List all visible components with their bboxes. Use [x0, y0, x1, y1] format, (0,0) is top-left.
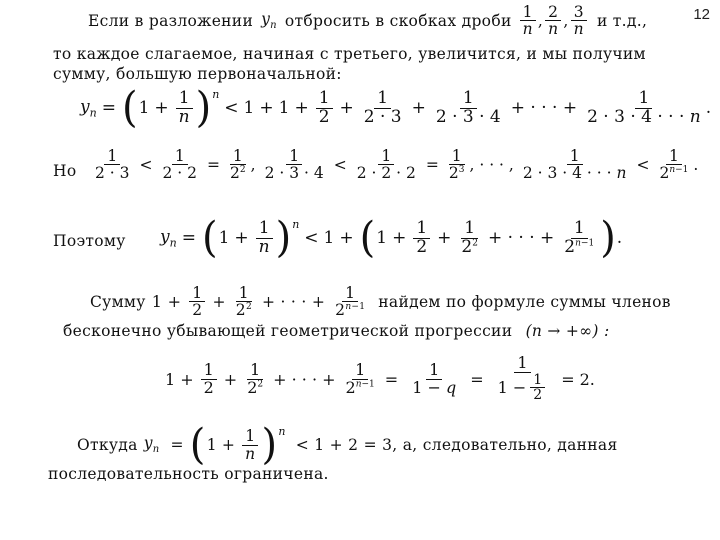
sum-text-line-2	[63, 322, 610, 340]
formula-1: $y_n$ = ( 1 + $\frac{1}{n}$ ) n < 1 + 1 + $\frac{1}{2}$ + $\frac{1}{2 \cdot 3}$ + $\frac{1}{2 \cdot 3 \cdot 4}$ + · · · + $\frac{1}{2 \cdot 3 \cdot 4 \cdot \cdot \cdot n}$ .	[80, 83, 712, 133]
formula-2: $\frac{1}{2 \cdot 3}$ < $\frac{1}{2 \cdot 2}$ = $\frac{1}{2^2}$ , $\frac{1}{2 \cdot 3 \cdot 4}$ < $\frac{1}{2 \cdot 2 \cdot 2}$ = $\frac{1}{2^3}$ , · · · , $\frac{1}{2 \cdot 3 \cdot 4 \cdot \cdot \cdot n}$ < $\frac{1}{2^{n-1}}$ .	[95, 147, 699, 183]
conclusion-line-1: Откуда $y_n$ = ( 1 + $\frac{1}{n}$ ) n < 1 + 2 = 3, а, следовательно, данная	[77, 420, 618, 470]
sum-text-a: Сумму	[90, 292, 146, 311]
text-line-3: сумму, большую первоначальной:	[53, 65, 342, 83]
text-line-1c: и т.д.,	[596, 11, 648, 30]
text-line-2: то каждое слагаемое, начиная с третьего, увеличится, и мы получим	[53, 45, 646, 63]
fraction-3-n: $\frac{3}{n}$	[571, 4, 587, 38]
page-number: 12	[693, 6, 710, 23]
text-line-1: Если в разложении $y_n$ отбросить в скобках дроби $\frac{1}{n}$ , $\frac{2}{n}$ , $\frac{3}{n}$ и т.д.,	[88, 3, 648, 39]
formula-4: 1 + $\frac{1}{2}$ + $\frac{1}{2^2}$ + · · · + $\frac{1}{2^{n-1}}$ = $\frac{1}{1 - q}$ = 1 1 − $\frac{1}{2}$ = 2.	[165, 353, 595, 404]
label-therefore: Поэтому	[53, 232, 126, 250]
conclusion-line-2: последовательность ограничена.	[48, 465, 329, 483]
conclusion-a: Откуда	[77, 436, 138, 454]
label-no: Но	[53, 162, 77, 180]
sum-text-line-2-text: бесконечно убывающей геометрической прогрессии	[63, 322, 513, 340]
text-line-1a: Если в разложении	[88, 11, 254, 30]
sum-text-line-1: Сумму 1 + $\frac{1}{2}$ + $\frac{1}{2^2}$ + · · · + $\frac{1}{2^{n-1}}$ найдем по формуле суммы членов	[90, 284, 671, 320]
text-line-1b: отбросить в скобках дроби	[284, 11, 512, 30]
sum-text-b: найдем по формуле суммы членов	[378, 292, 671, 311]
conclusion-b: < 1 + 2 = 3, а, следовательно, данная	[295, 436, 618, 454]
sum-text-limit: (n → +∞) :	[525, 322, 610, 340]
y-n-symbol: $y_n$	[261, 10, 277, 32]
formula-3: $y_n$ = ( 1 + $\frac{1}{n}$ ) n < 1 + ( 1 + $\frac{1}{2}$ + $\frac{1}{2^2}$ + · · · + $\frac{1}{2^{n-1}}$ ) .	[160, 213, 623, 263]
fraction-1-n: $\frac{1}{n}$	[520, 4, 536, 38]
fraction-2-n: $\frac{2}{n}$	[545, 4, 561, 38]
